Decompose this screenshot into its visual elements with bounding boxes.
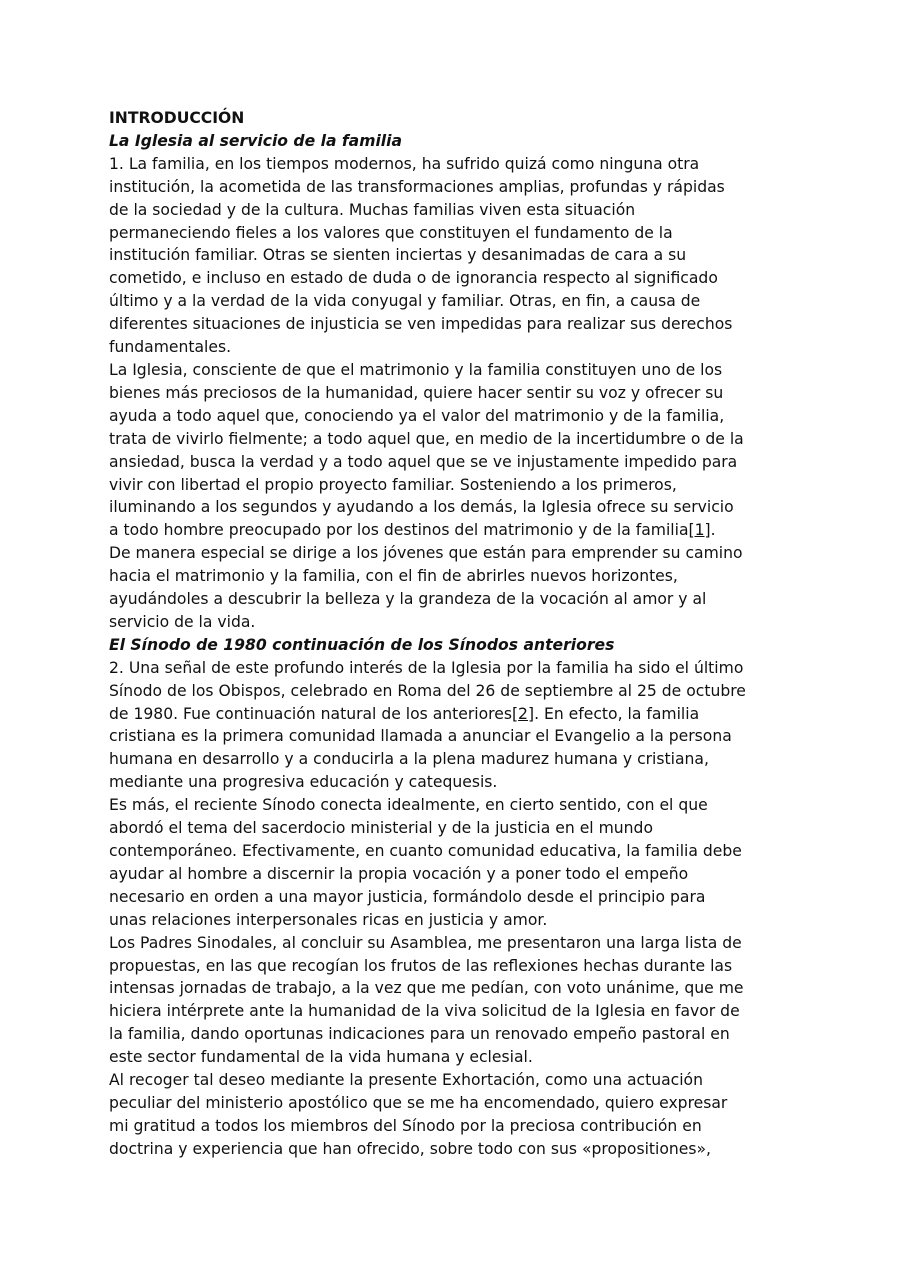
text-line: hacia el matrimonio y la familia, con el fin de abrirles nuevos horizontes, [109,567,678,586]
text-line: la familia, dando oportunas indicaciones para un renovado empeño pastoral en [109,1025,730,1044]
footnote-link-2[interactable]: [2] [511,704,535,723]
text-line: permaneciendo fieles a los valores que constituyen el fundamento de la [109,223,673,242]
footnote-link-1[interactable]: [1] [688,521,711,540]
text-line: institución familiar. Otras se sienten inciertas y desanimadas de cara a su [109,246,687,265]
text-line: Los Padres Sinodales, al concluir su Asamblea, me presentaron una larga lista de [109,933,742,952]
text-line: abordó el tema del sacerdocio ministerial y de la justicia en el mundo [109,819,653,838]
text-line: mi gratitud a todos los miembros del Sínodo por la preciosa contribución en [109,1116,702,1135]
text-segment: a todo hombre preocupado por los destinos del matrimonio y de la familia [109,521,689,540]
text-line: intensas jornadas de trabajo, a la vez que me pedían, con voto unánime, que me [109,979,744,998]
text-segment: . [710,521,716,540]
text-line: bienes más preciosos de la humanidad, quiere hacer sentir su voz y ofrecer su [109,383,724,402]
text-line: 1. La familia, en los tiempos modernos, ha sufrido quizá como ninguna otra [109,154,700,173]
text-line: peculiar del ministerio apostólico que se me ha encomendado, quiero expresar [109,1093,728,1112]
text-line: doctrina y experiencia que han ofrecido, sobre todo con sus «propositiones», [109,1139,711,1158]
paragraph-1 [109,153,799,359]
text-line: De manera especial se dirige a los jóvenes que están para emprender su camino [109,544,743,563]
paragraph-2 [109,359,799,634]
text-line [109,703,799,726]
text-line: iluminando a los segundos y ayudando a los demás, la Iglesia ofrece su servicio [109,498,734,517]
text-line: propuestas, en las que recogían los frutos de las reflexiones hechas durante las [109,956,733,975]
text-line: La Iglesia, consciente de que el matrimonio y la familia constituyen uno de los [109,360,723,379]
text-line: de la sociedad y de la cultura. Muchas familias viven esta situación [109,200,636,219]
text-line: servicio de la vida. [109,612,256,631]
paragraph-6 [109,1069,799,1161]
paragraph-4 [109,794,799,931]
text-line: ansiedad, busca la verdad y a todo aquel que se ve injustamente impedido para [109,452,738,471]
text-line: vivir con libertad el propio proyecto familiar. Sosteniendo a los primeros, [109,475,677,494]
text-line: 2. Una señal de este profundo interés de la Iglesia por la familia ha sido el último [109,658,744,677]
text-line: último y a la verdad de la vida conyugal y familiar. Otras, en fin, a causa de [109,292,701,311]
text-line: hiciera intérprete ante la humanidad de la viva solicitud de la Iglesia en favor de [109,1002,740,1021]
text-line: Al recoger tal deseo mediante la presente Exhortación, como una actuación [109,1071,703,1090]
text-line: institución, la acometida de las transformaciones amplias, profundas y rápidas [109,177,725,196]
text-line: humana en desarrollo y a conducirla a la plena madurez humana y cristiana, [109,750,709,769]
paragraph-5 [109,932,799,1069]
paragraph-3 [109,657,799,794]
text-line: este sector fundamental de la vida humana y eclesial. [109,1048,533,1067]
text-segment: de 1980. Fue continuación natural de los anteriores [109,704,512,723]
text-line: mediante una progresiva educación y catequesis. [109,773,498,792]
document-page [109,107,799,1161]
text-segment: . En efecto, la familia [534,704,700,723]
text-line [109,519,799,542]
text-line: cristiana es la primera comunidad llamada a anunciar el Evangelio a la persona [109,727,732,746]
text-line: ayudándoles a descubrir la belleza y la grandeza de la vocación al amor y al [109,590,707,609]
text-line: fundamentales. [109,338,232,357]
text-line: cometido, e incluso en estado de duda o de ignorancia respecto al significado [109,269,718,288]
text-line: unas relaciones interpersonales ricas en justicia y amor. [109,910,548,929]
text-line: diferentes situaciones de injusticia se ven impedidas para realizar sus derechos [109,315,733,334]
text-line: Sínodo de los Obispos, celebrado en Roma del 26 de septiembre al 25 de octubre [109,681,746,700]
text-line: ayudar al hombre a discernir la propia vocación y a poner todo el empeño [109,864,689,883]
text-line: trata de vivirlo fielmente; a todo aquel que, en medio de la incertidumbre o de la [109,429,744,448]
document-heading: INTRODUCCIÓN [109,109,245,127]
section-2-title: El Sínodo de 1980 continuación de los Sínodos anteriores [109,635,615,654]
text-line: ayuda a todo aquel que, conociendo ya el valor del matrimonio y de la familia, [109,406,725,425]
text-line: contemporáneo. Efectivamente, en cuanto comunidad educativa, la familia debe [109,842,742,860]
text-line: Es más, el reciente Sínodo conecta idealmente, en cierto sentido, con el que [109,796,708,815]
text-line: necesario en orden a una mayor justicia, formándolo desde el principio para [109,887,706,906]
section-1-title: La Iglesia al servicio de la familia [109,131,403,150]
